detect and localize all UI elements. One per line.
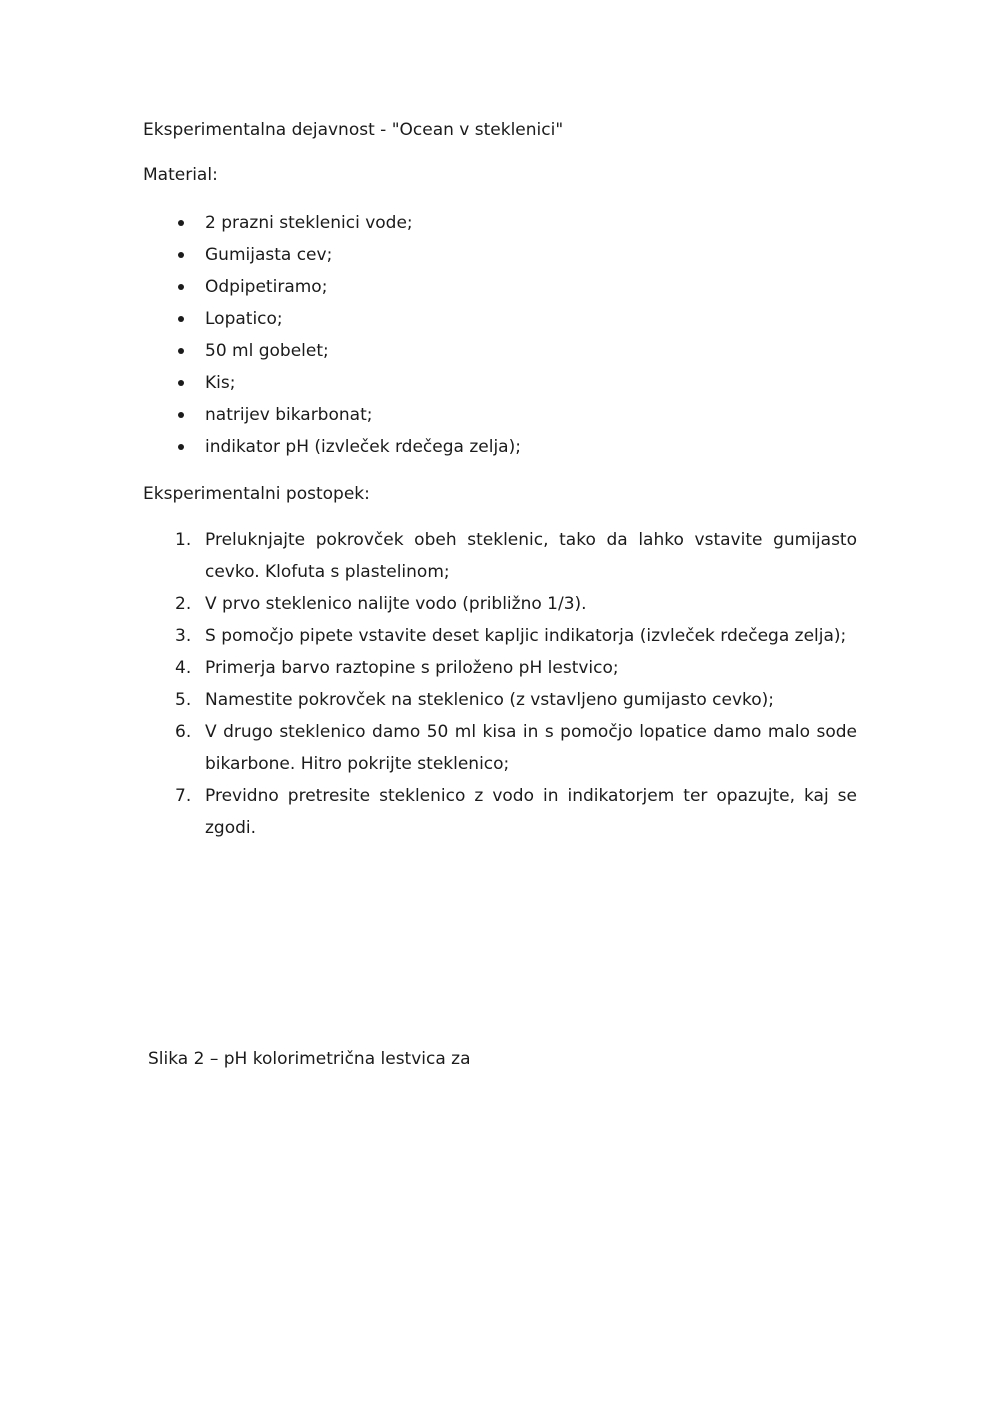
procedure-step: Preluknjajte pokrovček obeh steklenic, tako da lahko vstavite gumijasto cevko. Klofuta s plastelinom; [205,530,857,582]
procedure-step: Namestite pokrovček na steklenico (z vstavljeno gumijasto cevko); [205,690,775,710]
material-item: Kis; [205,367,857,399]
material-item: Lopatico; [205,303,857,335]
figure-caption: Slika 2 – pH kolorimetrična lestvica za [148,1049,471,1069]
material-item: Odpipetiramo; [205,271,857,303]
material-item: 2 prazni steklenici vode; [205,207,857,239]
procedure-step: Previdno pretresite steklenico z vodo in indikatorjem ter opazujte, kaj se zgodi. [205,786,857,838]
procedure-list [205,524,857,844]
material-item: Gumijasta cev; [205,239,857,271]
material-item: 50 ml gobelet; [205,335,857,367]
procedure-step: V drugo steklenico damo 50 ml kisa in s pomočjo lopatice damo malo sode bikarbone. Hitro pokrijte steklenico; [205,722,857,774]
material-heading: Material: [143,165,218,185]
procedure-step: V prvo steklenico nalijte vodo (približno 1/3). [205,594,587,614]
material-list [205,207,857,463]
procedure-step: Primerja barvo raztopine s priloženo pH lestvico; [205,658,619,678]
procedure-heading: Eksperimentalni postopek: [143,484,370,504]
material-item: indikator pH (izvleček rdečega zelja); [205,431,857,463]
material-item: natrijev bikarbonat; [205,399,857,431]
document-title: Eksperimentalna dejavnost - "Ocean v steklenici" [143,120,564,140]
procedure-step: S pomočjo pipete vstavite deset kapljic indikatorja (izvleček rdečega zelja); [205,626,847,646]
